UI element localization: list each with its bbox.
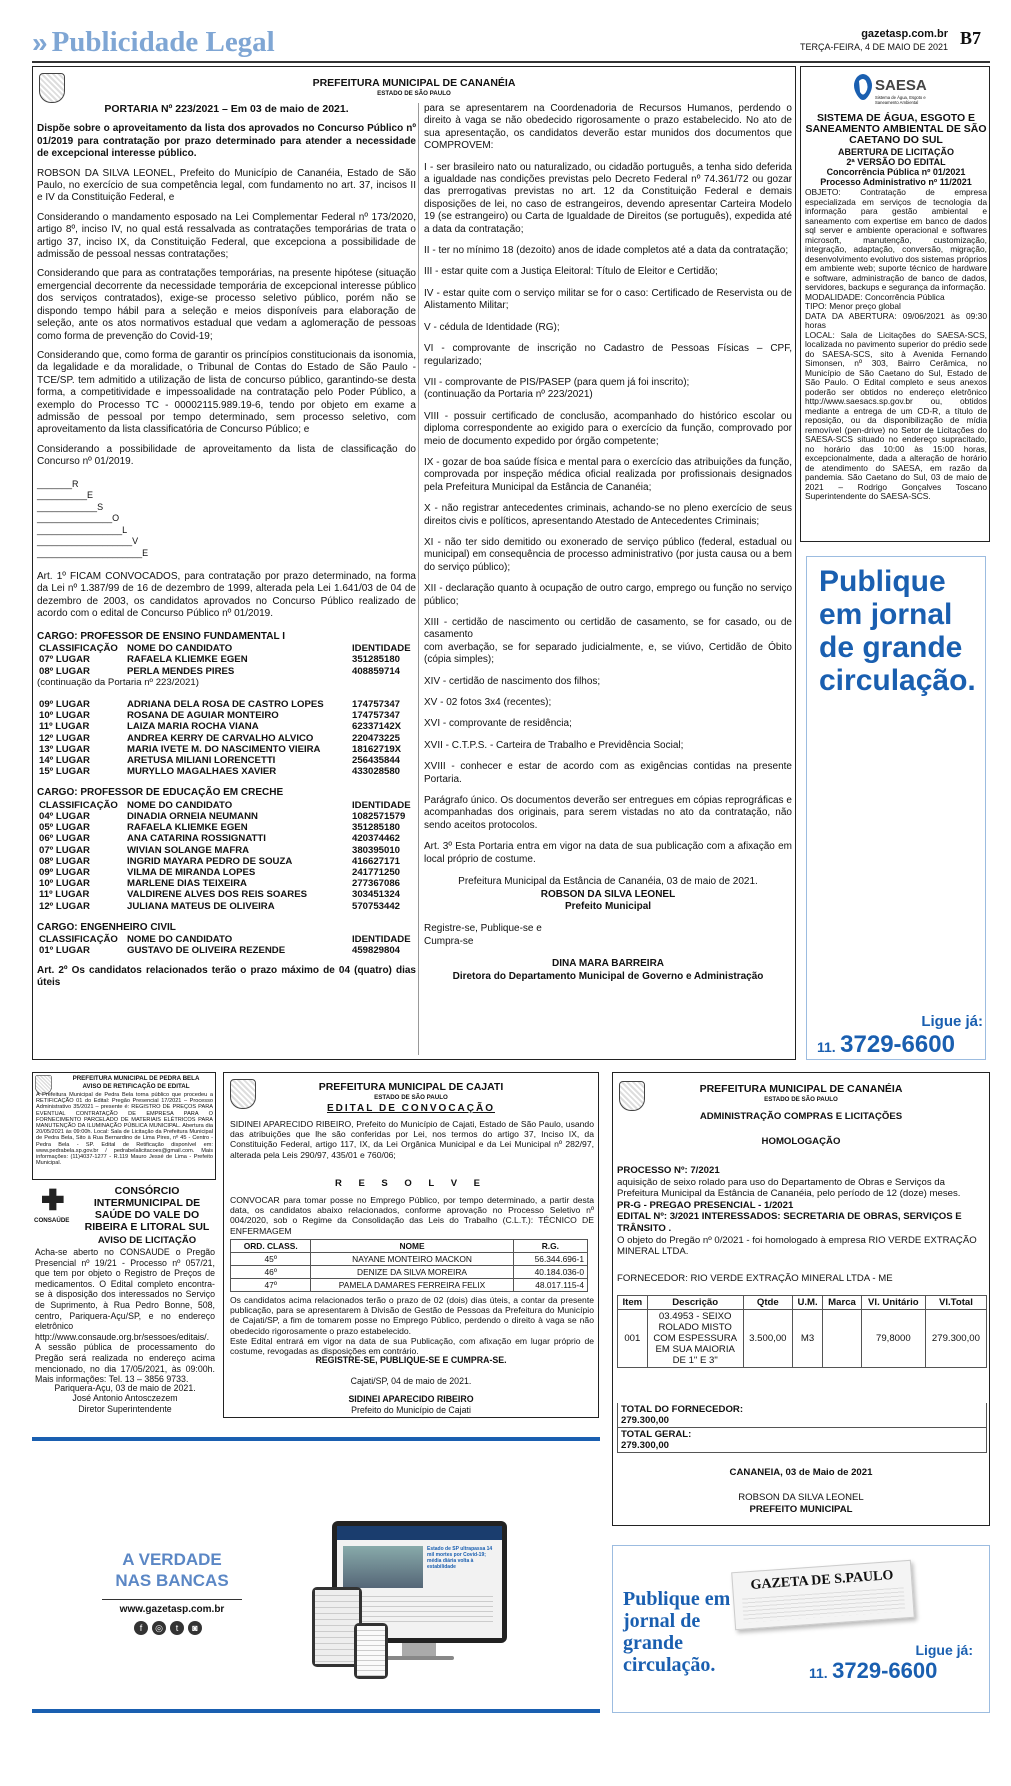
table-cell: 14º LUGAR [39, 754, 90, 766]
continuation-note: (continuação da Portaria nº 223/2021) [37, 676, 199, 688]
paragraph: X - não registrar antecedentes criminais, achando-se no pleno exercício de seus direitos civis e políticos, apresentando Atestado de Antecedentes Criminais; [424, 503, 792, 527]
table-row [37, 845, 416, 856]
table-cell: ANDREA KERRY DE CARVALHO ALVICO [127, 732, 314, 744]
facebook-icon[interactable]: f [134, 1621, 148, 1635]
candidates-table [37, 699, 416, 777]
table-cell: 570753442 [352, 900, 401, 912]
table-cell: 09º LUGAR [39, 866, 90, 878]
signature-registre: Registre-se, Publique-se e Cumpra-se [424, 923, 542, 947]
paragraph: XVI - comprovante de residência; [424, 718, 572, 730]
table-cell: ARETUSA MILIANI LORENCETTI [127, 754, 276, 766]
table-cell: 13º LUGAR [39, 743, 90, 755]
paragraph: VIII - possuir certificado de conclusão, acompanhado do histórico escolar ou diploma correspondente ao exigido para o exercício da função, comprovado por meio de documento expedido por órgão competente; [424, 410, 792, 447]
table-cell: 3.500,00 [743, 1310, 792, 1368]
table-cell: 420374462 [352, 833, 401, 845]
table-cell: 62337142X [352, 721, 402, 733]
table-cell: 279.300,00 [925, 1310, 986, 1368]
table-cell: 303451324 [352, 889, 401, 901]
table-cell: 416627171 [352, 855, 401, 867]
chevron-right-icon: » [32, 26, 48, 58]
notice-saesa [800, 66, 990, 542]
column-header: Vl. Unitário [861, 1296, 925, 1310]
ad3-text: Publique em jornal de grande circulação. [623, 1588, 731, 1676]
table-cell: 12º LUGAR [39, 900, 90, 912]
paragraph: XVIII - conhecer e estar de acordo com as exigências contidas na presente Portaria. [424, 761, 792, 785]
notice-state: ESTADO DE SÃO PAULO [377, 90, 451, 97]
ad-cta: Ligue já: [921, 1013, 983, 1030]
ad3-phone: 11. 3729-6600 [809, 1658, 938, 1683]
table-row [37, 766, 416, 777]
cajati-sign: SIDINEI APARECIDO RIBEIRO [348, 1394, 474, 1404]
table-cell: MARIA IVETE M. DO NASCIMENTO VIEIRA [127, 743, 321, 755]
table-cell: ANA CATARINA ROSSIGNATTI [127, 833, 266, 845]
table-cell: 03.4953 - SEIXO ROLADO MISTO COM ESPESSURA EM SUA MAIORIA DE 1" E 3" [647, 1310, 743, 1368]
table-row [37, 811, 416, 822]
c2-homolog: HOMOLOGAÇÃO [761, 1136, 841, 1147]
paragraph: Considerando que para as contratações temporárias, na presente hipótese (situação emergencial decorrente da necessidade temporária de excepcional interesse público dos serviços contratados), exige-se processo seletivo público, porém não se dispondo tempo hábil para a seleção e meios disponíveis para elaboração de seleção, ante os atos normativos estadual que vedam a aglomeração de pessoas como forma de prevenção do Covid-19; [37, 268, 416, 342]
table-row [37, 733, 416, 744]
paragraph: Considerando que, como forma de garantir os princípios constitucionais da isonomia, da legalidade e da moralidade, o Tribunal de Contas do Estado de São Paulo - TCE/SP. tem admitido a utilização de lista de concurso público, garantindo-se desta forma, a competitividade e impessoalidade na contratação pelo Poder Público, a exemplo do Processo TC - 00002115.989.19-6, tendo por objeto em exame a admissão de pessoal por tempo determinado, sem processo seletivo, com aproveitamento da lista classificatória de Concurso Público; e [37, 349, 416, 436]
page-number: B7 [960, 28, 982, 48]
table-cell: 10º LUGAR [39, 878, 90, 890]
pb-body: A Prefeitura Municipal de Pedra Bela torna público que procedeu a RETIFICAÇÃO 01 do Edital: Pregão Presencial 17/2021 – Processo Administrativo 35/2021 – presente é: REGISTRO DE PREÇOS PARA EVENTUAL CONTRATAÇÃO DE EMPRESA PARA O FORNECIMENTO PARCELADO DE MATERIAIS ELÉTRICOS PARA MANUTENÇÃO DA ILUMINAÇÃO PÚBLICA MUNICIPAL. Abertura dia 20/05/2021 às 09:00h. Local: Sala de Licitação da Prefeitura Municipal de Pedra Bela, Sito à Rua Bernardino de Lima Pires, nº 45 - Centro - Pedra Bela - SP. Edital de Retificação disponível em: www.pedrabela.sp.gov.br / pedrabelalicitacoes@gmail.com. Mais informações: (11)4037-1277 - R.119 Mauro Jessé de Lima - Prefeito Municipal. [36, 1092, 213, 1167]
paragraph: para se apresentarem na Coordenadoria de Recursos Humanos, perdendo o direito à vaga se não obedecido rigorosamente o prazo estabelecido. No ato de sua apresentação, os candidatos deverão estar munidos dos documentos que COMPROVEM: [424, 103, 792, 152]
table-cell: 001 [618, 1310, 648, 1368]
paragraph: XII - declaração quanto à ocupação de outro cargo, emprego ou função no serviço público; [424, 583, 792, 607]
table-cell: 15º LUGAR [39, 766, 90, 778]
table-cell: 08º LUGAR [39, 665, 90, 677]
table-cell: MARLENE DIAS TEIXEIRA [127, 878, 247, 890]
twitter-icon[interactable]: t [170, 1621, 184, 1635]
table-cell: 05º LUGAR [39, 822, 90, 834]
consaude-sub: AVISO DE LICITAÇÃO [97, 1235, 197, 1246]
table-row [37, 721, 416, 732]
c2-sub: ADMINISTRAÇÃO COMPRAS E LICITAÇÕES [699, 1111, 903, 1122]
saesa-logo [849, 71, 943, 111]
consaude-logo [34, 1185, 76, 1229]
table-cell: 174757347 [352, 710, 401, 722]
column-header: R.G. [513, 1240, 587, 1253]
table-cell: 48.017.115-4 [513, 1279, 587, 1292]
saesa-subheads: ABERTURA DE LICITAÇÃO 2ª VERSÃO DO EDITAL Concorrência Pública nº 01/2021 Processo Administrativo nº 11/2021 [820, 147, 972, 187]
cajati-title: PREFEITURA MUNICIPAL DE CAJATI [318, 1081, 504, 1093]
table-cell: 277367086 [352, 878, 401, 890]
paragraph: Considerando o mandamento esposado na Lei Complementar Federal nº 173/2020, artigo 8º, inciso IV, no qual está ressalvada as contratações temporárias de trata o artigo 37, inciso IX, da Constituição Federal, que excepciona a possibilidade de admissão de pessoal nessas contratações; [37, 211, 416, 261]
paragraph: I - ser brasileiro nato ou naturalizado, ou cidadão português, a tenha sido deferida a igualdade nas condições previstas pelo Decreto Federal nº 74.361/72 ou gozar das prerrogativas previstas no art. 12 da Constituição Federal e demais disposições de lei, no caso de estrangeiros, devendo apresentar Carteira Modelo 19 (se estrangeiro) ou Carta de Igualdade de Direitos (se português), expedida até a data da contratação; [424, 161, 792, 235]
table-row [37, 699, 416, 710]
notice-cajati [223, 1072, 599, 1418]
table-cell: 256435844 [352, 754, 401, 766]
ad-bottom-rule [32, 1709, 600, 1713]
table-row [37, 822, 416, 833]
paragraph: XIII - certidão de nascimento ou certidão de casamento, se for casado, ou de casamento com averbação, se for separado judicialmente, e, se viúvo, Certidão de Óbito (cópia simples); [424, 617, 792, 666]
ad-publique-horizontal[interactable] [612, 1545, 990, 1713]
consaude-body: Acha-se aberto no CONSAUDE o Pregão Presencial nº 19/21 - Processo nº 057/21, que tem por objeto o Registro de Preços de medicamentos. O Edital completo encontra-se à disposição dos interessados no Serviço de Suprimento, à Rua Pedro Bonne, 508, centro, Pariquera-Açu/SP, e no endereço eletrônico http://www.consaude.org.br/sessoes/editais/. A sessão pública de processamento do Pregão será realizada no endereço acima mencionado, no dia 17/05/2021, às 09:00h. Mais informações: Tel. 13 – 3856 9733. [35, 1247, 215, 1385]
table-cell [823, 1310, 862, 1368]
paragraph: Art. 3º Esta Portaria entra em vigor na data de sua publicação com a afixação em local próprio de costume. [424, 841, 792, 865]
cajati-state: ESTADO DE SÃO PAULO [374, 1094, 448, 1101]
consaude-title: CONSÓRCIO INTERMUNICIPAL DE SAÚDE DO VALE DO RIBEIRA E LITORAL SUL [84, 1185, 210, 1233]
table-cell: 40.184.036-0 [513, 1266, 587, 1279]
table-cell: 241771250 [352, 866, 401, 878]
table-row [37, 945, 416, 956]
table-cell: 408859714 [352, 665, 401, 677]
header-rule [32, 61, 990, 63]
table-cell: 18162719X [352, 743, 402, 755]
paragraph: VI - comprovante de inscrição no Cadastro de Pessoas Físicas – CPF, regularizado; [424, 343, 792, 367]
paragraph: Dispõe sobre o aproveitamento da lista dos aprovados no Concurso Público nº 01/2019 para contratação por prazo determinado para atender a necessidade de excepcional interesse público. [37, 123, 416, 160]
cajati-table [230, 1239, 588, 1292]
resolve-ladder: _______R __________E ____________S _______________O _________________L ___________________V _____________________E [37, 478, 149, 558]
candidates-table [37, 643, 416, 677]
monitor-stand [402, 1643, 436, 1657]
cajati-p3: Os candidatos acima relacionados terão o prazo de 02 (dois) dias úteis, a contar da presente publicação, para se apresentarem à Divisão de Gestão de Pessoas da Prefeitura do Município de Cajati/SP, a fim de tomarem posse no Emprego Público, perdendo o direito à vaga se não obedecido rigorosamente o prazo estabelecido. Este Edital entrará em vigor na data de sua Publicação, com afixação em lugar próprio de costume, revogadas as disposições em contrário. [230, 1295, 594, 1357]
table-cell: 351285180 [352, 654, 401, 666]
cajati-registre: REGISTRE-SE, PUBLIQUE-SE E CUMPRA-SE. [315, 1355, 507, 1365]
consaude-logo-icon [34, 1185, 76, 1215]
ad3-cta: Ligue já: [915, 1642, 973, 1658]
table-row [37, 666, 416, 677]
column-header: IDENTIDADE [352, 799, 411, 811]
table-row [231, 1279, 588, 1292]
column-header: U.M. [792, 1296, 822, 1310]
c2-title: PREFEITURA MUNICIPAL DE CANANÉIA [699, 1083, 903, 1095]
column-header: CLASSIFICAÇÃO [39, 799, 118, 811]
cajati-p1: SIDINEI APARECIDO RIBEIRO, Prefeito do Município de Cajati, Estado de São Paulo, usando das atribuições que lhe são conferidas por Lei, nos termos do artigo 37, Inciso IX, da Constituição Federal, artigo 117, IX, da Lei Orgânica Municipal e da Lei Municipal nº 282/97, alterada pela Leis 290/97, 435/01 e 760/06; [230, 1119, 594, 1160]
signature-sign_name: ROBSON DA SILVA LEONEL [540, 888, 676, 900]
column-header: CLASSIFICAÇÃO [39, 643, 118, 655]
paragraph: IV - estar quite com o serviço militar se for o caso: Certificado de Reservista ou de Alistamento Militar; [424, 287, 792, 312]
table-row [37, 710, 416, 721]
cajati-p2: CONVOCAR para tomar posse no Emprego Público, por tempo determinado, a partir desta data, os candidatos abaixo relacionados, conforme aprovação no Processo Seletivo nº 004/2020, sob o Regime da Consolidação das Leis do Trabalho (C.L.T.): TÉCNICO DE ENFERMAGEM [230, 1195, 594, 1236]
column-header: Qtde [743, 1296, 792, 1310]
table-cell: 11º LUGAR [39, 721, 90, 733]
right-column [424, 103, 792, 983]
ad-verdade-nas-bancas[interactable] [32, 1437, 600, 1713]
notice-cananeia-homologacao [612, 1072, 990, 1526]
column-header: Marca [823, 1296, 862, 1310]
table-row [37, 878, 416, 889]
table-cell: ROSANA DE AGUIAR MONTEIRO [127, 710, 279, 722]
table-cell: 433028580 [352, 766, 401, 778]
table-cell: 11º LUGAR [39, 889, 90, 901]
c2-sign: ROBSON DA SILVA LEONEL [738, 1492, 864, 1503]
column-header: NOME DO CANDIDATO [127, 643, 233, 655]
table-cell: JULIANA MATEUS DE OLIVEIRA [127, 900, 275, 912]
table-cell: 459829804 [352, 945, 401, 957]
table-cell: 220473225 [352, 732, 401, 744]
column-header: Descrição [647, 1296, 743, 1310]
paragraph: V - cédula de Identidade (RG); [424, 321, 560, 333]
consaude-sign: Pariquera-Açu, 03 de maio de 2021. José Antonio Antosczezem Diretor Superintendente [54, 1383, 196, 1414]
table-cell: LAIZA MARIA ROCHA VIANA [127, 721, 259, 733]
table-cell: VILMA DE MIRANDA LOPES [127, 866, 256, 878]
table-cell: PERLA MENDES PIRES [127, 665, 235, 677]
notice-cananeia-portaria [32, 66, 796, 1060]
paragraph: XI - não ter sido demitido ou exonerado de serviço público (federal, estadual ou municipal) em consequência de processo administrativo (por justa causa ou a bem do serviço público); [424, 536, 792, 573]
saesa-logo-text: SAESA [875, 77, 927, 94]
consaude-logo-text: CONSAÚDE [34, 1217, 70, 1224]
art2-paragraph: Art. 2º Os candidatos relacionados terão o prazo máximo de 04 (quatro) dias úteis [37, 964, 416, 988]
cargo-heading: CARGO: PROFESSOR DE EDUCAÇÃO EM CRECHE [37, 787, 284, 799]
c2-state: ESTADO DE SÃO PAULO [764, 1096, 838, 1103]
social-icons [134, 1621, 202, 1635]
column-header: Item [618, 1296, 648, 1310]
c2-items-table [617, 1295, 987, 1368]
table-cell: 09º LUGAR [39, 698, 90, 710]
section-header [32, 26, 275, 59]
column-header: Vl.Total [925, 1296, 986, 1310]
candidates-table [37, 800, 416, 912]
issue-date: TERÇA-FEIRA, 4 DE MAIO DE 2021 [799, 42, 948, 52]
saesa-body: OBJETO: Contratação de empresa especializada em serviços de tecnologia da informação para gestão ambiental e saneamento com expertise em banco de dados sql server e ambiente operacional e softwares microsoft, manutenção, customização, integração, adaptação, conversão, migração, desenvolvimento evolutivo dos sistemas próprios em ambiente web; suporte técnico de hardware e software, administração de banco de dados, servidores, backups e segurança da informação. MODALIDADE: Concorrência Pública TIPO: Menor preço global DATA DA ABERTURA: 09/06/2021 às 09:30 horas LOCAL: Sala de Licitações do SAESA-SCS, localizada no pavimento superior do prédio sede do SAESA-SCS, sito à Avenida Fernando Simonsen, nº 303, Bairro Cerâmica, no Município de São Caetano do Sul, Estado de São Paulo. O Edital completo e seus anexos poderão ser obtidos no endereço eletrônico http://www.saesacs.sp.gov.br ou, obtidos mediante a entrega de um CD-R, a título de reposição, ou da disponibilização de mídia removível (pen-drive) no Setor de Licitações do SAESA-SCS situado no endereço supracitado, no horário das 10:00 às 15:00 horas, excepcionalmente, dada a alteração de horário de atendimento do SAESA, em razão da pandemia. São Caetano do Sul, 03 de maio de 2021 – Rodrigo Gonçalves Toscano Superintendente do SAESA-SCS. [805, 187, 988, 501]
saesa-title: SISTEMA DE ÁGUA, ESGOTO E SANEAMENTO AMBIENTAL DE SÃO CAETANO DO SUL [805, 112, 987, 146]
paragraph: Parágrafo único. Os documentos deverão ser entregues em cópias reprográficas e acompanhadas dos originais, para serem vistadas no ato da contratação, não sendo aceitos protocolos. [424, 795, 792, 831]
ad-text: Publique em jornal de grande circulação. [819, 565, 976, 697]
table-cell: 06º LUGAR [39, 833, 90, 845]
paragraph: IX - gozar de boa saúde física e mental para o exercício das atribuições da função, comprovada por inspeção médica oficial realizada por profissionais designados pela Prefeitura Municipal da Estância de Cananéia; [424, 456, 792, 493]
table-cell: 351285180 [352, 822, 401, 834]
paragraph: XIV - certidão de nascimento dos filhos; [424, 675, 601, 687]
table-row [231, 1266, 588, 1279]
table-cell: 47º [231, 1279, 311, 1292]
pb-sub: AVISO DE RETIFICAÇÃO DE EDITAL [82, 1083, 190, 1090]
cargo-heading: CARGO: ENGENHEIRO CIVIL [37, 921, 176, 933]
table-cell: 174757347 [352, 698, 401, 710]
signature-sign2_name: DINA MARA BARREIRA [551, 958, 665, 970]
table-cell: NAYANE MONTEIRO MACKON [311, 1253, 513, 1266]
saesa-logo-sub: Sistema de Água, Esgoto e Saneamento Ambiental [875, 95, 926, 105]
table-cell: VALDIRENE ALVES DOS REIS SOARES [127, 889, 307, 901]
table-row [37, 889, 416, 900]
c2-totals: TOTAL DO FORNECEDOR: 279.300,00 TOTAL GERAL: 279.300,00 [617, 1403, 987, 1453]
table-cell: 10º LUGAR [39, 710, 90, 722]
portaria-heading: PORTARIA Nº 223/2021 – Em 03 de maio de 2021. [104, 103, 349, 115]
cajati-role: Prefeito do Município de Cajati [351, 1405, 471, 1415]
signature-sign_role: Prefeito Municipal [564, 900, 652, 912]
c2-date: CANANEIA, 03 de Maio de 2021 [729, 1467, 873, 1478]
ad2-site[interactable]: www.gazetasp.com.br [102, 1599, 242, 1615]
paragraph: VII - comprovante de PIS/PASEP (para quem já foi inscrito); (continuação da Portaria nº 223/2021) [424, 376, 690, 401]
cajati-edital: EDITAL DE CONVOCAÇÃO [327, 1103, 495, 1114]
column-header: IDENTIDADE [352, 934, 411, 946]
table-row [231, 1253, 588, 1266]
table-cell: 07º LUGAR [39, 844, 90, 856]
screen-headline: Estado de SP ultrapassa 14 mil mortes por Covid-19; média diária volta à estabilidade [427, 1546, 493, 1570]
table-cell: M3 [792, 1310, 822, 1368]
column-header: NOME [311, 1240, 513, 1253]
table-cell: ADRIANA DELA ROSA DE CASTRO LOPES [127, 698, 324, 710]
table-cell: 01º LUGAR [39, 945, 90, 957]
c2-role: PREFEITO MUNICIPAL [749, 1504, 853, 1515]
paragraph: II - ter no mínimo 18 (dezoito) anos de idade completos até a data da contratação; [424, 245, 789, 257]
table-cell: RAFAELA KLIEMKE EGEN [127, 822, 248, 834]
ad-publique-vertical[interactable] [806, 556, 986, 1060]
table-cell: 46º [231, 1266, 311, 1279]
table-cell: 56.344.696-1 [513, 1253, 587, 1266]
c2-fornecedor: FORNECEDOR: RIO VERDE EXTRAÇÃO MINERAL LTDA - ME [617, 1273, 893, 1284]
paragraph: XVII - C.T.P.S. - Carteira de Trabalho e Previdência Social; [424, 739, 684, 751]
c2-body: PROCESSO Nº: 7/2021 aquisição de seixo rolado para uso do Departamento de Obras e Serviços da Prefeitura Municipal da Estância de Cananéia, pelo período de 12 (doze) meses. PR-G - PREGAO PRESENCIAL - 1/2021 EDITAL Nº: 3/2021 INTERESSADOS: SECRETARIA DE OBRAS, SERVIÇOS E TRÂNSITO . O objeto do Pregão nº 0/2021 - foi homologado à empresa RIO VERDE EXTRAÇÃO MINERAL LTDA. [617, 1165, 977, 1258]
table-row [37, 856, 416, 867]
signature-closing: Prefeitura Municipal da Estância de Cananéia, 03 de maio de 2021. [458, 876, 758, 888]
cargo-heading: CARGO: PROFESSOR DE ENSINO FUNDAMENTAL I [37, 630, 285, 642]
monitor-base [384, 1656, 454, 1660]
table-cell: MURYLLO MAGALHAES XAVIER [127, 766, 277, 778]
table-cell: 07º LUGAR [39, 654, 90, 666]
table-row [37, 654, 416, 665]
table-row [37, 755, 416, 766]
ad-phone: 11. 3729-6600 [817, 1031, 955, 1058]
site-url[interactable]: gazetasp.com.br [861, 28, 948, 40]
column-divider [418, 103, 419, 1055]
table-cell: 380395010 [352, 844, 401, 856]
table-cell: INGRID MAYARA PEDRO DE SOUZA [127, 855, 293, 867]
column-header: NOME DO CANDIDATO [127, 799, 233, 811]
cajati-resolve: R E S O L V E [334, 1178, 488, 1189]
notice-title: PREFEITURA MUNICIPAL DE CANANÉIA [312, 77, 516, 89]
column-header: IDENTIDADE [352, 643, 411, 655]
table-row [37, 901, 416, 912]
table-cell: PAMELA DAMARES FERREIRA FELIX [311, 1279, 513, 1292]
table-cell: 45º [231, 1253, 311, 1266]
column-header: CLASSIFICAÇÃO [39, 934, 118, 946]
paragraph: III - estar quite com a Justiça Eleitoral: Título de Eleitor e Certidão; [424, 266, 718, 278]
table-cell: WIVIAN SOLANGE MAFRA [127, 844, 250, 856]
section-title: Publicidade Legal [51, 26, 275, 58]
pb-title: PREFEITURA MUNICIPAL DE PEDRA BELA [72, 1075, 200, 1082]
table-row [618, 1310, 987, 1368]
signature-sign2_role: Diretora do Departamento Municipal de Governo e Administração [452, 970, 764, 982]
table-cell: 79,8000 [861, 1310, 925, 1368]
paragraph: XV - 02 fotos 3x4 (recentes); [424, 697, 552, 709]
table-cell: 04º LUGAR [39, 810, 90, 822]
paragraph: Considerando a possibilidade de aproveitamento da lista de classificação do Concurso nº 01/2019. [37, 443, 416, 468]
column-header: NOME DO CANDIDATO [127, 934, 233, 946]
table-cell: 1082571579 [352, 810, 406, 822]
instagram-icon[interactable]: ◙ [188, 1621, 202, 1635]
whatsapp-icon[interactable]: ◎ [152, 1621, 166, 1635]
newspaper-logo: GAZETA DE S.PAULO [750, 1568, 894, 1594]
table-cell: DENIZE DA SILVA MOREIRA [311, 1266, 513, 1279]
table-cell: 08º LUGAR [39, 855, 90, 867]
newspaper-roll [731, 1560, 915, 1630]
table-row [37, 833, 416, 844]
notice-consaude [32, 1183, 216, 1419]
art1-paragraph: Art. 1º FICAM CONVOCADOS, para contratação por prazo determinado, na forma da Lei nº 1.387/99 de 16 de dezembro de 1999, alterada pela Lei 1.641/03 de 04 de dezembro de 2003, os candidatos aprovados no Concurso Público realizado de acordo com o edital de Concurso Público nº 01/2019. [37, 571, 416, 620]
notice-pedra-bela [32, 1072, 216, 1180]
left-column [37, 103, 416, 989]
ad2-headline: A VERDADE NAS BANCAS [115, 1550, 229, 1590]
table-cell: 12º LUGAR [39, 732, 90, 744]
phone-mockup [354, 1623, 388, 1679]
table-cell: RAFAELA KLIEMKE EGEN [127, 654, 248, 666]
paragraph: ROBSON DA SILVA LEONEL, Prefeito do Município de Cananéia, Estado de São Paulo, no exercício de sua competência legal, com fundamento no art. 37, incisos II e IV da Constituição Federal, e [37, 167, 416, 204]
table-row [37, 744, 416, 755]
ad-top-rule [32, 1437, 600, 1441]
column-header: ORD. CLASS. [231, 1240, 311, 1253]
table-row [37, 867, 416, 878]
table-cell: GUSTAVO DE OLIVEIRA REZENDE [127, 945, 286, 957]
table-cell: DINADIA ORNEIA NEUMANN [127, 810, 258, 822]
candidates-table [37, 934, 416, 956]
cajati-date: Cajati/SP, 04 de maio de 2021. [350, 1376, 472, 1386]
